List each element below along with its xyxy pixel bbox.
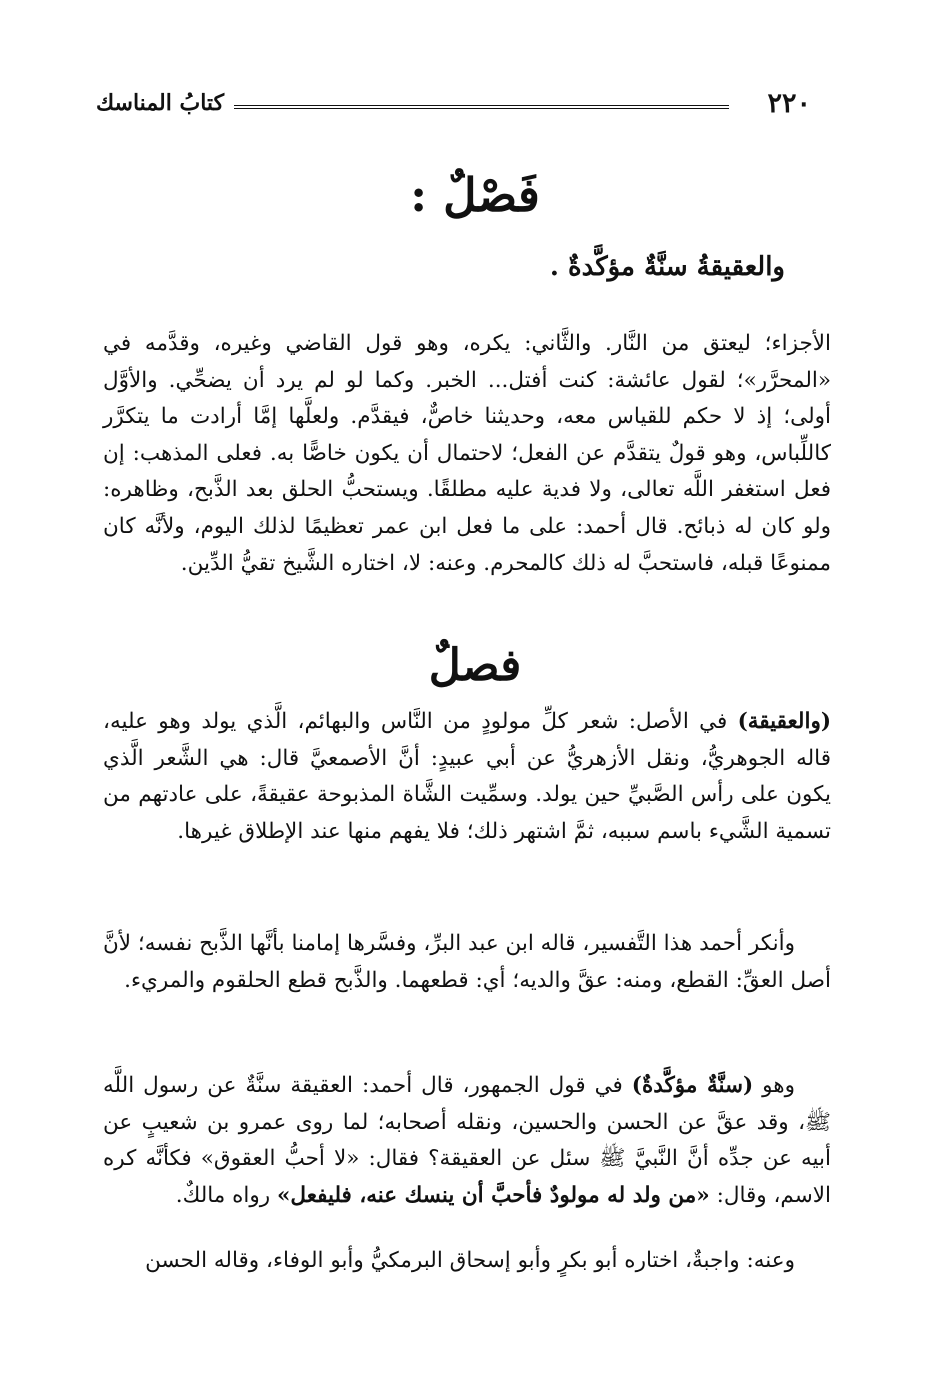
page-number: ٢٢٠ xyxy=(767,88,811,119)
book-title: كتابُ المناسك xyxy=(96,90,225,116)
commentary-paragraph-2 xyxy=(103,704,831,850)
section-heading-commentary: فصلٌ xyxy=(428,640,522,691)
matn-quote: (سنَّةٌ مؤكَّدةٌ) xyxy=(631,1073,754,1098)
commentary-paragraph-5: وعنه: واجبةٌ، اختاره أبو بكرٍ وأبو إسحاق البرمكيُّ وأبو الوفاء، وقاله الحسن xyxy=(145,1248,795,1273)
matn-text: والعقيقةُ سنَّةٌ مؤكَّدةٌ . xyxy=(549,252,785,282)
section-heading-matn: فَصْلٌ : xyxy=(410,168,540,222)
paragraph-text: رواه مالكٌ. xyxy=(175,1182,277,1208)
header-rule xyxy=(234,105,729,109)
paragraph-text: في قول الجمهور، قال أحمد: العقيقة سنَّةٌ عن رسول اللَّه ﷺ، وقد عقَّ عن الحسن والحسين، ونقله أصحابه؛ لما روى عمرو بن شعيبٍ عن أبيه عن جدِّه أنَّ النَّبيَّ ﷺ سئل عن العقيقة؟ فقال: «لا أحبُّ العقوق» فكأنَّه كره الاسم، وقال: xyxy=(103,1073,831,1208)
commentary-paragraph-1: الأجزاء؛ ليعتق من النَّار. والثَّاني: يكره، وهو قول القاضي وغيره، وقدَّمه في «المحرَّر»؛ لقول عائشة: كنت أفتل... الخبر. وكما لو لم يرد أن يضحِّي. والأوَّل أولى؛ إذ لا حكم للقياس معه، وحديثنا خاصٌّ، فيقدَّم. ولعلَّها إمَّا أرادت ما يتكرَّر كاللِّباس، وهو قولٌ يتقدَّم عن الفعل؛ لاحتمال أن يكون خاصًّا به. فعلى المذهب: إن فعل استغفر اللَّه تعالى، ولا فدية عليه مطلقًا. ويستحبُّ الحلق بعد الذَّبح، وظاهره: ولو كان له ذبائح. قال أحمد: على ما فعل ابن عمر تعظيمًا لذلك اليوم، ولأنَّه كان ممنوعًا قبله، فاستحبَّ له ذلك كالمحرم. وعنه: لا، اختاره الشَّيخ تقيُّ الدِّين. xyxy=(103,331,831,576)
paragraph-text: وهو xyxy=(753,1073,795,1098)
commentary-paragraph-3: وأنكر أحمد هذا التَّفسير، قاله ابن عبد البرِّ، وفسَّرها إمامنا بأنَّها الذَّبح نفسه؛ لأنَّ أصل العقِّ: القطع، ومنه: عقَّ والديه؛ أي: قطعهما. والذَّبح قطع الحلقوم والمريء. xyxy=(103,931,831,993)
paragraph-text: في الأصل: شعر كلِّ مولودٍ من النَّاس والبهائم، الَّذي يولد وهو عليه، قاله الجوهريُّ، ونقل الأزهريُّ عن أبي عبيدٍ: أنَّ الأصمعيَّ قال: هي الشَّعر الَّذي يكون على رأس الصَّبيِّ حين يولد. وسمِّيت الشَّاة المذبوحة عقيقةً، على عادتهم من تسمية الشَّيء باسم سببه، ثمَّ اشتهر ذلك؛ فلا يفهم منها عند الإطلاق غيرها. xyxy=(103,709,831,844)
commentary-paragraph-4 xyxy=(103,1068,831,1214)
running-header xyxy=(96,88,811,128)
hadith-quote: «من ولد له مولودٌ فأحبَّ أن ينسك عنه، فليفعل» xyxy=(276,1182,710,1208)
matn-quote: (والعقيقة) xyxy=(737,709,831,734)
